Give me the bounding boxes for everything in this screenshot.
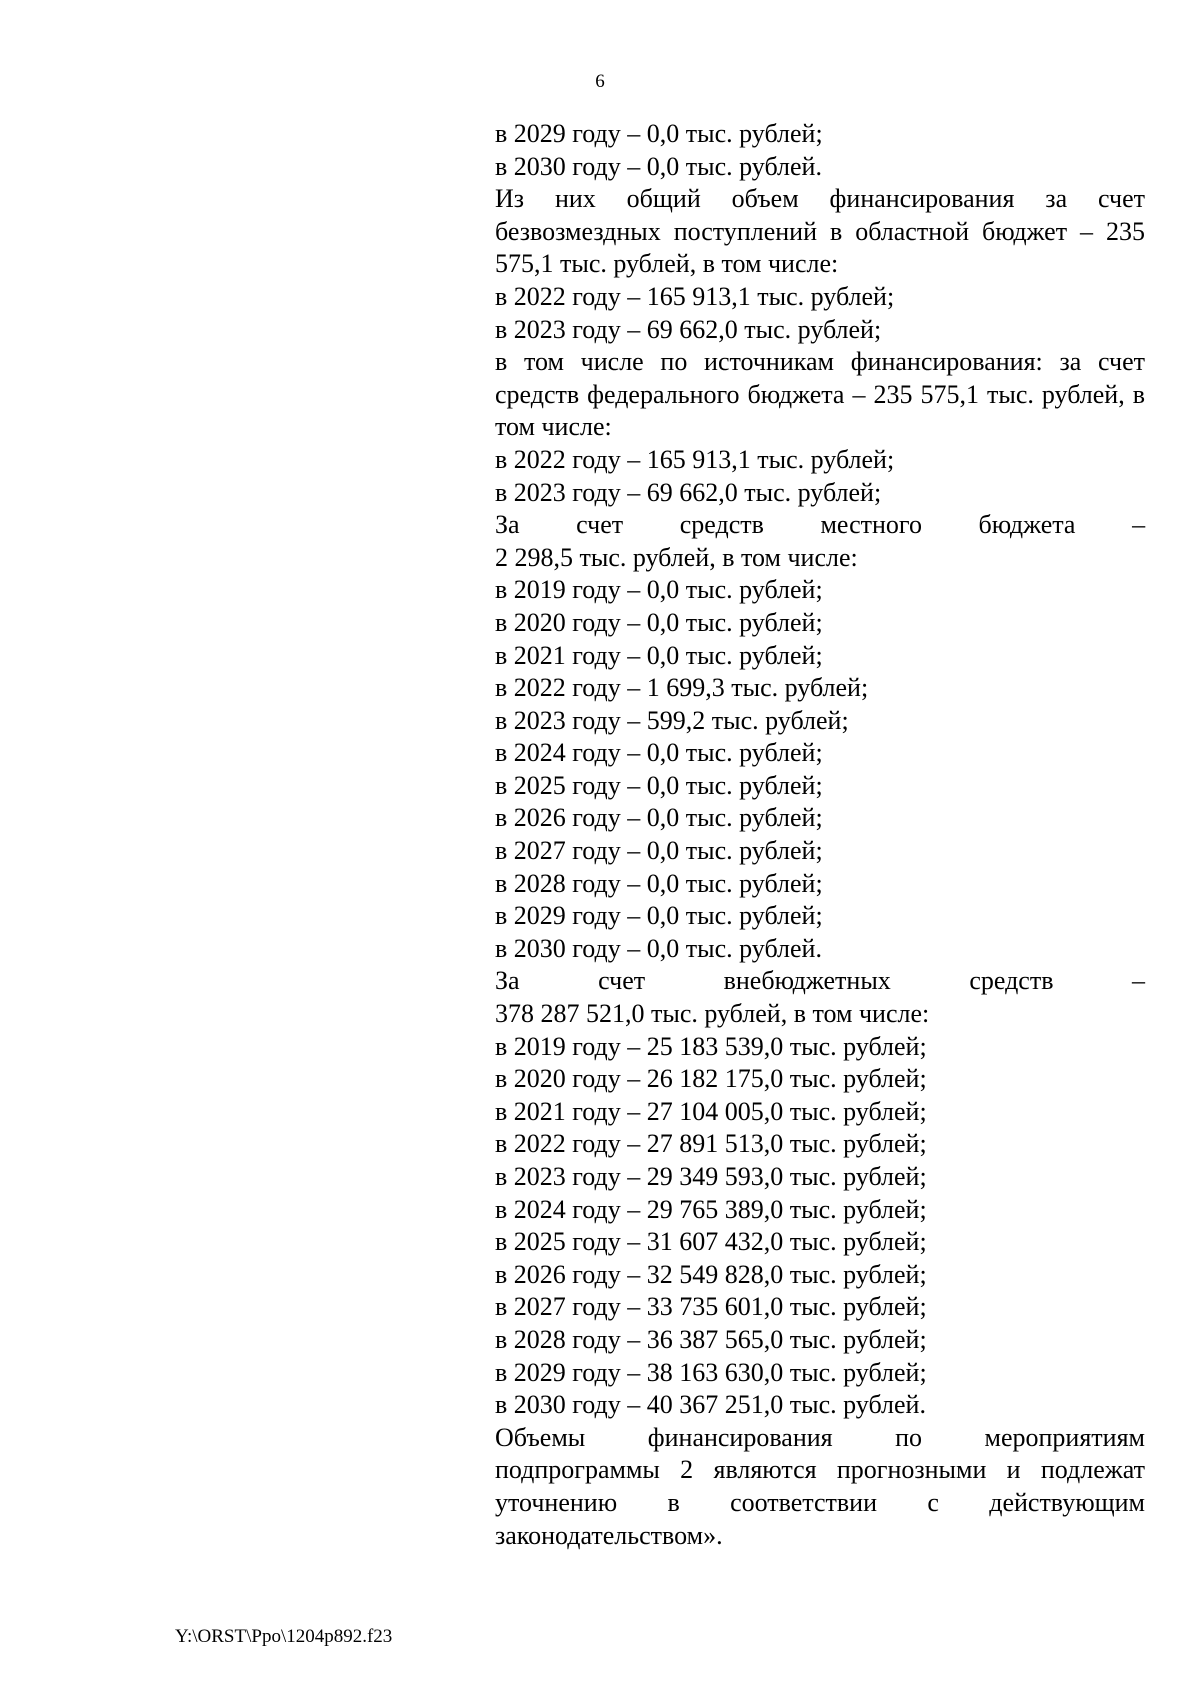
funding-line: в 2022 году – 1 699,3 тыс. рублей; xyxy=(495,673,869,703)
funding-line: в 2029 году – 0,0 тыс. рублей; xyxy=(495,901,823,931)
funding-line: в 2026 году – 32 549 828,0 тыс. рублей; xyxy=(495,1259,927,1289)
funding-line: в 2022 году – 27 891 513,0 тыс. рублей; xyxy=(495,1129,927,1159)
funding-line: в 2026 году – 0,0 тыс. рублей; xyxy=(495,803,823,833)
local-budget-heading xyxy=(495,509,1145,542)
funding-line: в 2023 году – 29 349 593,0 тыс. рублей; xyxy=(495,1162,927,1191)
funding-sources-paragraph: в том числе по источникам финансирования: за счет средств федерального бюджета – 235 575,1 тыс. рублей, в том числе: xyxy=(495,347,1145,442)
funding-line: в 2027 году – 0,0 тыс. рублей; xyxy=(495,836,823,866)
heading-word: – xyxy=(1132,510,1146,540)
funding-line: в 2019 году – 0,0 тыс. рублей; xyxy=(495,575,823,605)
funding-line: в 2023 году – 69 662,0 тыс. рублей; xyxy=(495,314,882,344)
funding-line: в 2024 году – 29 765 389,0 тыс. рублей; xyxy=(495,1194,927,1224)
final-paragraph: Объемы финансирования по мероприятиям подпрограммы 2 являются прогнозными и подлежат уточнению в соответствии с действующим законодательством». xyxy=(495,1422,1145,1550)
funding-line: в 2028 году – 0,0 тыс. рублей; xyxy=(495,868,823,898)
funding-line: в 2021 году – 27 104 005,0 тыс. рублей; xyxy=(495,1096,927,1126)
funding-line: в 2025 году – 31 607 432,0 тыс. рублей; xyxy=(495,1227,927,1257)
page-number: 6 xyxy=(595,71,605,92)
funding-line: в 2022 году – 165 913,1 тыс. рублей; xyxy=(495,281,895,311)
heading-word: средств xyxy=(679,510,764,540)
funding-line: в 2020 году – 0,0 тыс. рублей; xyxy=(495,607,823,637)
heading-word: средств xyxy=(969,966,1054,996)
heading-word: За xyxy=(495,510,520,540)
funding-line: в 2025 году – 0,0 тыс. рублей; xyxy=(495,770,823,800)
heading-word: счет xyxy=(576,510,624,540)
funding-line: в 2023 году – 69 662,0 тыс. рублей; xyxy=(495,477,882,507)
funding-line: в 2030 году – 0,0 тыс. рублей. xyxy=(495,151,822,181)
funding-line: в 2030 году – 0,0 тыс. рублей. xyxy=(495,933,822,963)
heading-word: счет xyxy=(598,966,646,996)
heading-word: бюджета xyxy=(978,510,1076,540)
funding-line: в 2029 году – 38 163 630,0 тыс. рублей; xyxy=(495,1357,927,1387)
document-body xyxy=(495,118,1145,1552)
heading-word: местного xyxy=(820,510,922,540)
funding-line: в 2030 году – 40 367 251,0 тыс. рублей. xyxy=(495,1390,926,1420)
gratuitous-receipts-paragraph: Из них общий объем финансирования за счет безвозмездных поступлений в областной бюджет – 235 575,1 тыс. рублей, в том числе: xyxy=(495,184,1145,279)
funding-line: в 2022 году – 165 913,1 тыс. рублей; xyxy=(495,444,895,474)
offbudget-heading xyxy=(495,965,1145,998)
funding-line: в 2027 году – 33 735 601,0 тыс. рублей; xyxy=(495,1292,927,1322)
heading-word: За xyxy=(495,966,520,996)
funding-line: в 2019 году – 25 183 539,0 тыс. рублей; xyxy=(495,1031,927,1061)
funding-line: в 2028 году – 36 387 565,0 тыс. рублей; xyxy=(495,1324,927,1354)
funding-line: в 2024 году – 0,0 тыс. рублей; xyxy=(495,738,823,768)
heading-word: – xyxy=(1132,966,1145,996)
heading-word: внебюджетных xyxy=(723,966,891,996)
offbudget-total: 378 287 521,0 тыс. рублей, в том числе: xyxy=(495,999,930,1029)
file-path-footer: Y:\ORST\Ppo\1204p892.f23 xyxy=(175,1626,393,1647)
funding-line: в 2021 году – 0,0 тыс. рублей; xyxy=(495,640,823,670)
funding-line: в 2020 году – 26 182 175,0 тыс. рублей; xyxy=(495,1064,927,1094)
funding-line: в 2023 году – 599,2 тыс. рублей; xyxy=(495,705,849,735)
local-budget-total: 2 298,5 тыс. рублей, в том числе: xyxy=(495,542,858,572)
funding-line: в 2029 году – 0,0 тыс. рублей; xyxy=(495,119,823,148)
